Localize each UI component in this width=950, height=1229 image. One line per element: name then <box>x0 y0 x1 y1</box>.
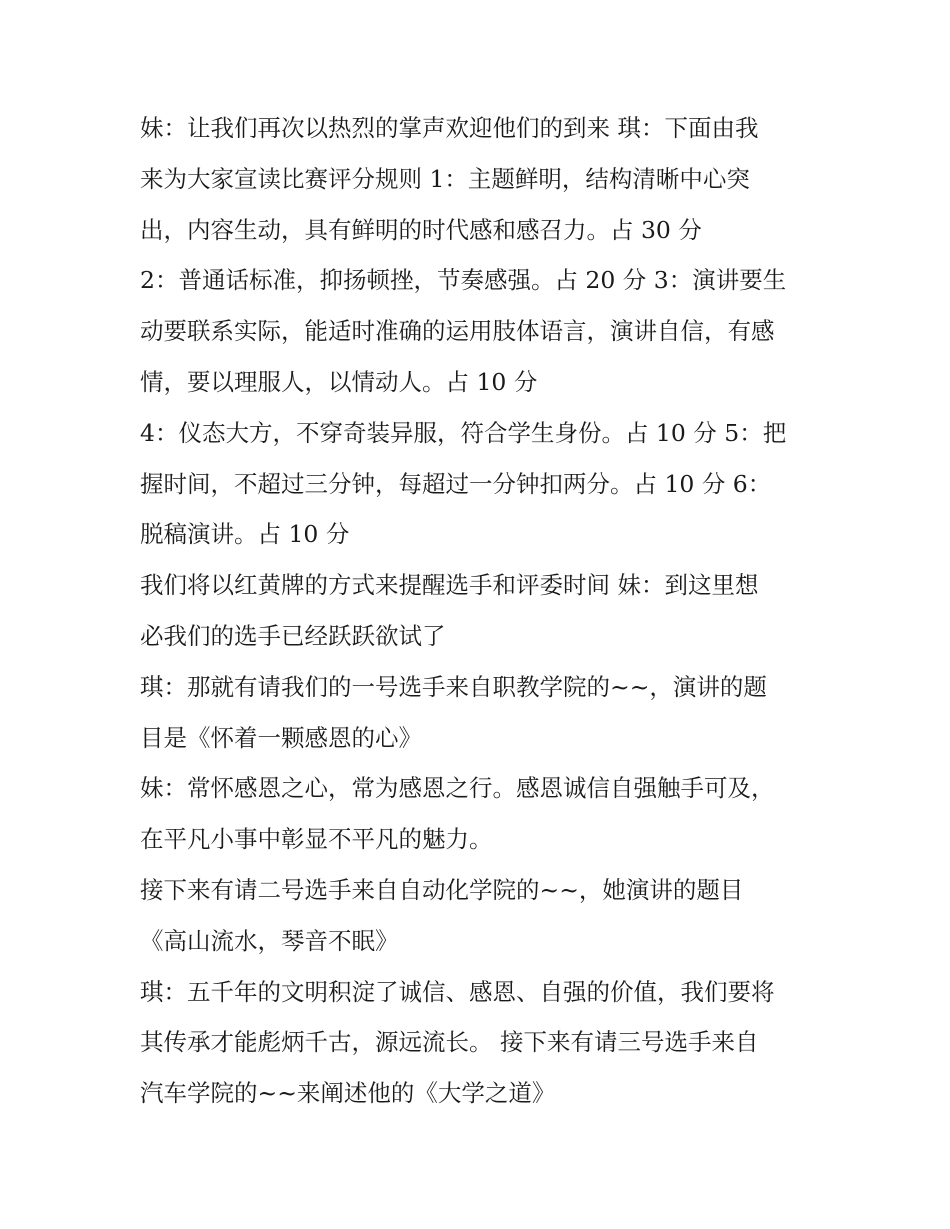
text-line: 其传承才能彪炳千古，源远流长。 接下来有请三号选手来自 <box>140 1028 759 1057</box>
text-line: 2：普通话标准，抑扬顿挫，节奏感强。占 20 分 3：演讲要生 <box>140 266 787 295</box>
text-line: 必我们的选手已经跃跃欲试了 <box>140 621 446 650</box>
document-text-body <box>140 103 830 1119</box>
text-line: 妹：常怀感恩之心，常为感恩之行。感恩诚信自强触手可及， <box>140 774 775 803</box>
text-line: 情，要以理服人，以情动人。占 10 分 <box>140 367 538 396</box>
text-line: 出，内容生动，具有鲜明的时代感和感召力。占 30 分 <box>140 215 702 244</box>
text-line: 脱稿演讲。占 10 分 <box>140 520 350 549</box>
text-line: 我们将以红黄牌的方式来提醒选手和评委时间 妹：到这里想 <box>140 571 759 600</box>
text-line: 汽车学院的~~来阐述他的《大学之道》 <box>140 1079 556 1108</box>
text-line: 《高山流水，琴音不眠》 <box>140 926 399 955</box>
text-line: 琪：五千年的文明积淀了诚信、感恩、自强的价值，我们要将 <box>140 977 775 1006</box>
text-line: 接下来有请二号选手来自自动化学院的~~，她演讲的题目 <box>140 875 744 904</box>
text-line: 目是《怀着一颗感恩的心》 <box>140 723 422 752</box>
text-line: 动要联系实际，能适时准确的运用肢体语言，演讲自信，有感 <box>140 317 775 346</box>
text-line: 4：仪态大方，不穿奇装异服，符合学生身份。占 10 分 5：把 <box>140 418 787 447</box>
text-line: 来为大家宣读比赛评分规则 1：主题鲜明，结构清晰中心突 <box>140 164 750 193</box>
text-line: 琪：那就有请我们的一号选手来自职教学院的~~，演讲的题 <box>140 672 767 701</box>
text-line: 在平凡小事中彰显不平凡的魅力。 <box>140 825 493 854</box>
text-line: 握时间，不超过三分钟，每超过一分钟扣两分。占 10 分 6： <box>140 469 772 498</box>
text-line: 妹：让我们再次以热烈的掌声欢迎他们的到来 琪：下面由我 <box>140 114 759 142</box>
